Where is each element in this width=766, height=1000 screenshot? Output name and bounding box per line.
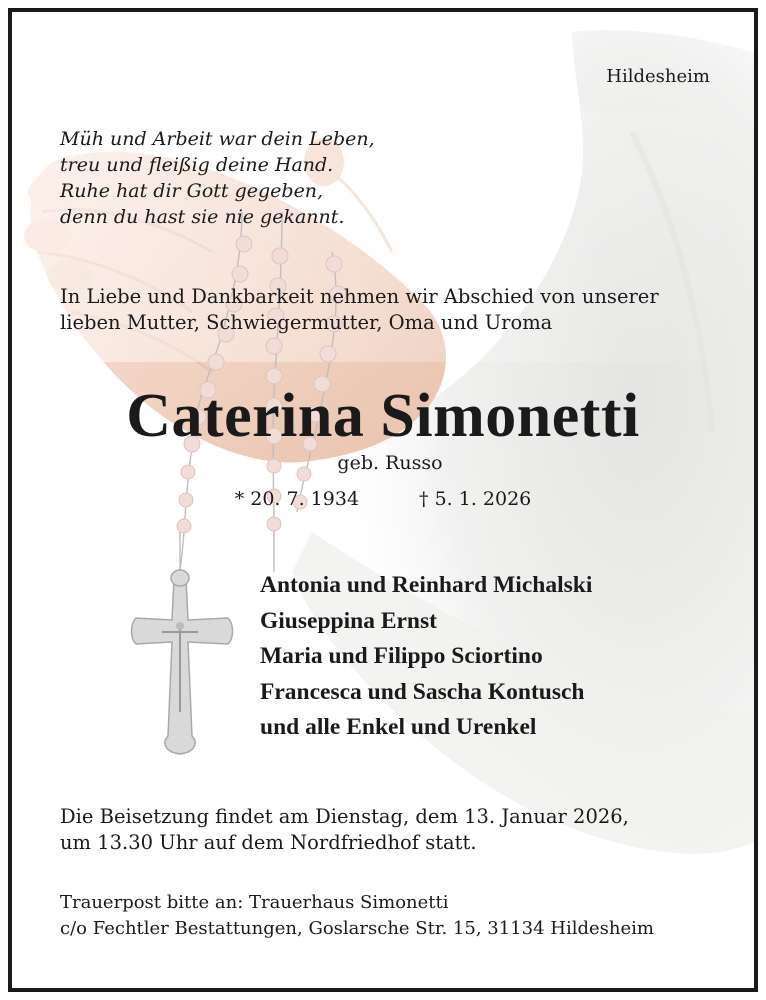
address-line: c/o Fechtler Bestattungen, Goslarsche Str. 15, 31134 Hildesheim bbox=[60, 918, 654, 939]
life-dates bbox=[12, 488, 754, 510]
mourner-line: Giuseppina Ernst bbox=[260, 607, 437, 634]
poem-line: treu und fleißig deine Hand. bbox=[60, 154, 334, 176]
funeral-line: um 13.30 Uhr auf dem Nordfriedhof statt. bbox=[60, 831, 477, 854]
funeral-line: Die Beisetzung findet am Dienstag, dem 13. Januar 2026, bbox=[60, 805, 629, 828]
mourners-list bbox=[260, 568, 592, 746]
poem-line: Müh und Arbeit war dein Leben, bbox=[60, 128, 375, 150]
funeral-info bbox=[60, 804, 629, 856]
intro-line: lieben Mutter, Schwiegermutter, Oma und Uroma bbox=[60, 311, 553, 334]
farewell-intro bbox=[60, 284, 659, 336]
deceased-name: Caterina Simonetti bbox=[126, 382, 640, 450]
correspondence-address bbox=[60, 890, 654, 942]
intro-line: In Liebe und Dankbarkeit nehmen wir Abschied von unserer bbox=[60, 285, 659, 308]
mourner-line: Francesca und Sascha Kontusch bbox=[260, 678, 585, 705]
death-date: † 5. 1. 2026 bbox=[419, 488, 532, 510]
obituary-notice bbox=[8, 8, 758, 992]
poem-line: denn du hast sie nie gekannt. bbox=[60, 206, 345, 228]
crucifix-icon bbox=[132, 532, 233, 754]
mourner-line: Maria und Filippo Sciortino bbox=[260, 643, 543, 669]
poem-line: Ruhe hat dir Gott gegeben, bbox=[60, 180, 324, 202]
birth-date: * 20. 7. 1934 bbox=[234, 488, 360, 510]
mourner-line: und alle Enkel und Urenkel bbox=[260, 714, 537, 740]
address-line: Trauerpost bitte an: Trauerhaus Simonetti bbox=[60, 892, 449, 913]
maiden-name: geb. Russo bbox=[337, 452, 443, 474]
mourner-line: Antonia und Reinhard Michalski bbox=[260, 572, 593, 598]
place-name: Hildesheim bbox=[606, 66, 710, 87]
memorial-poem bbox=[60, 126, 375, 230]
